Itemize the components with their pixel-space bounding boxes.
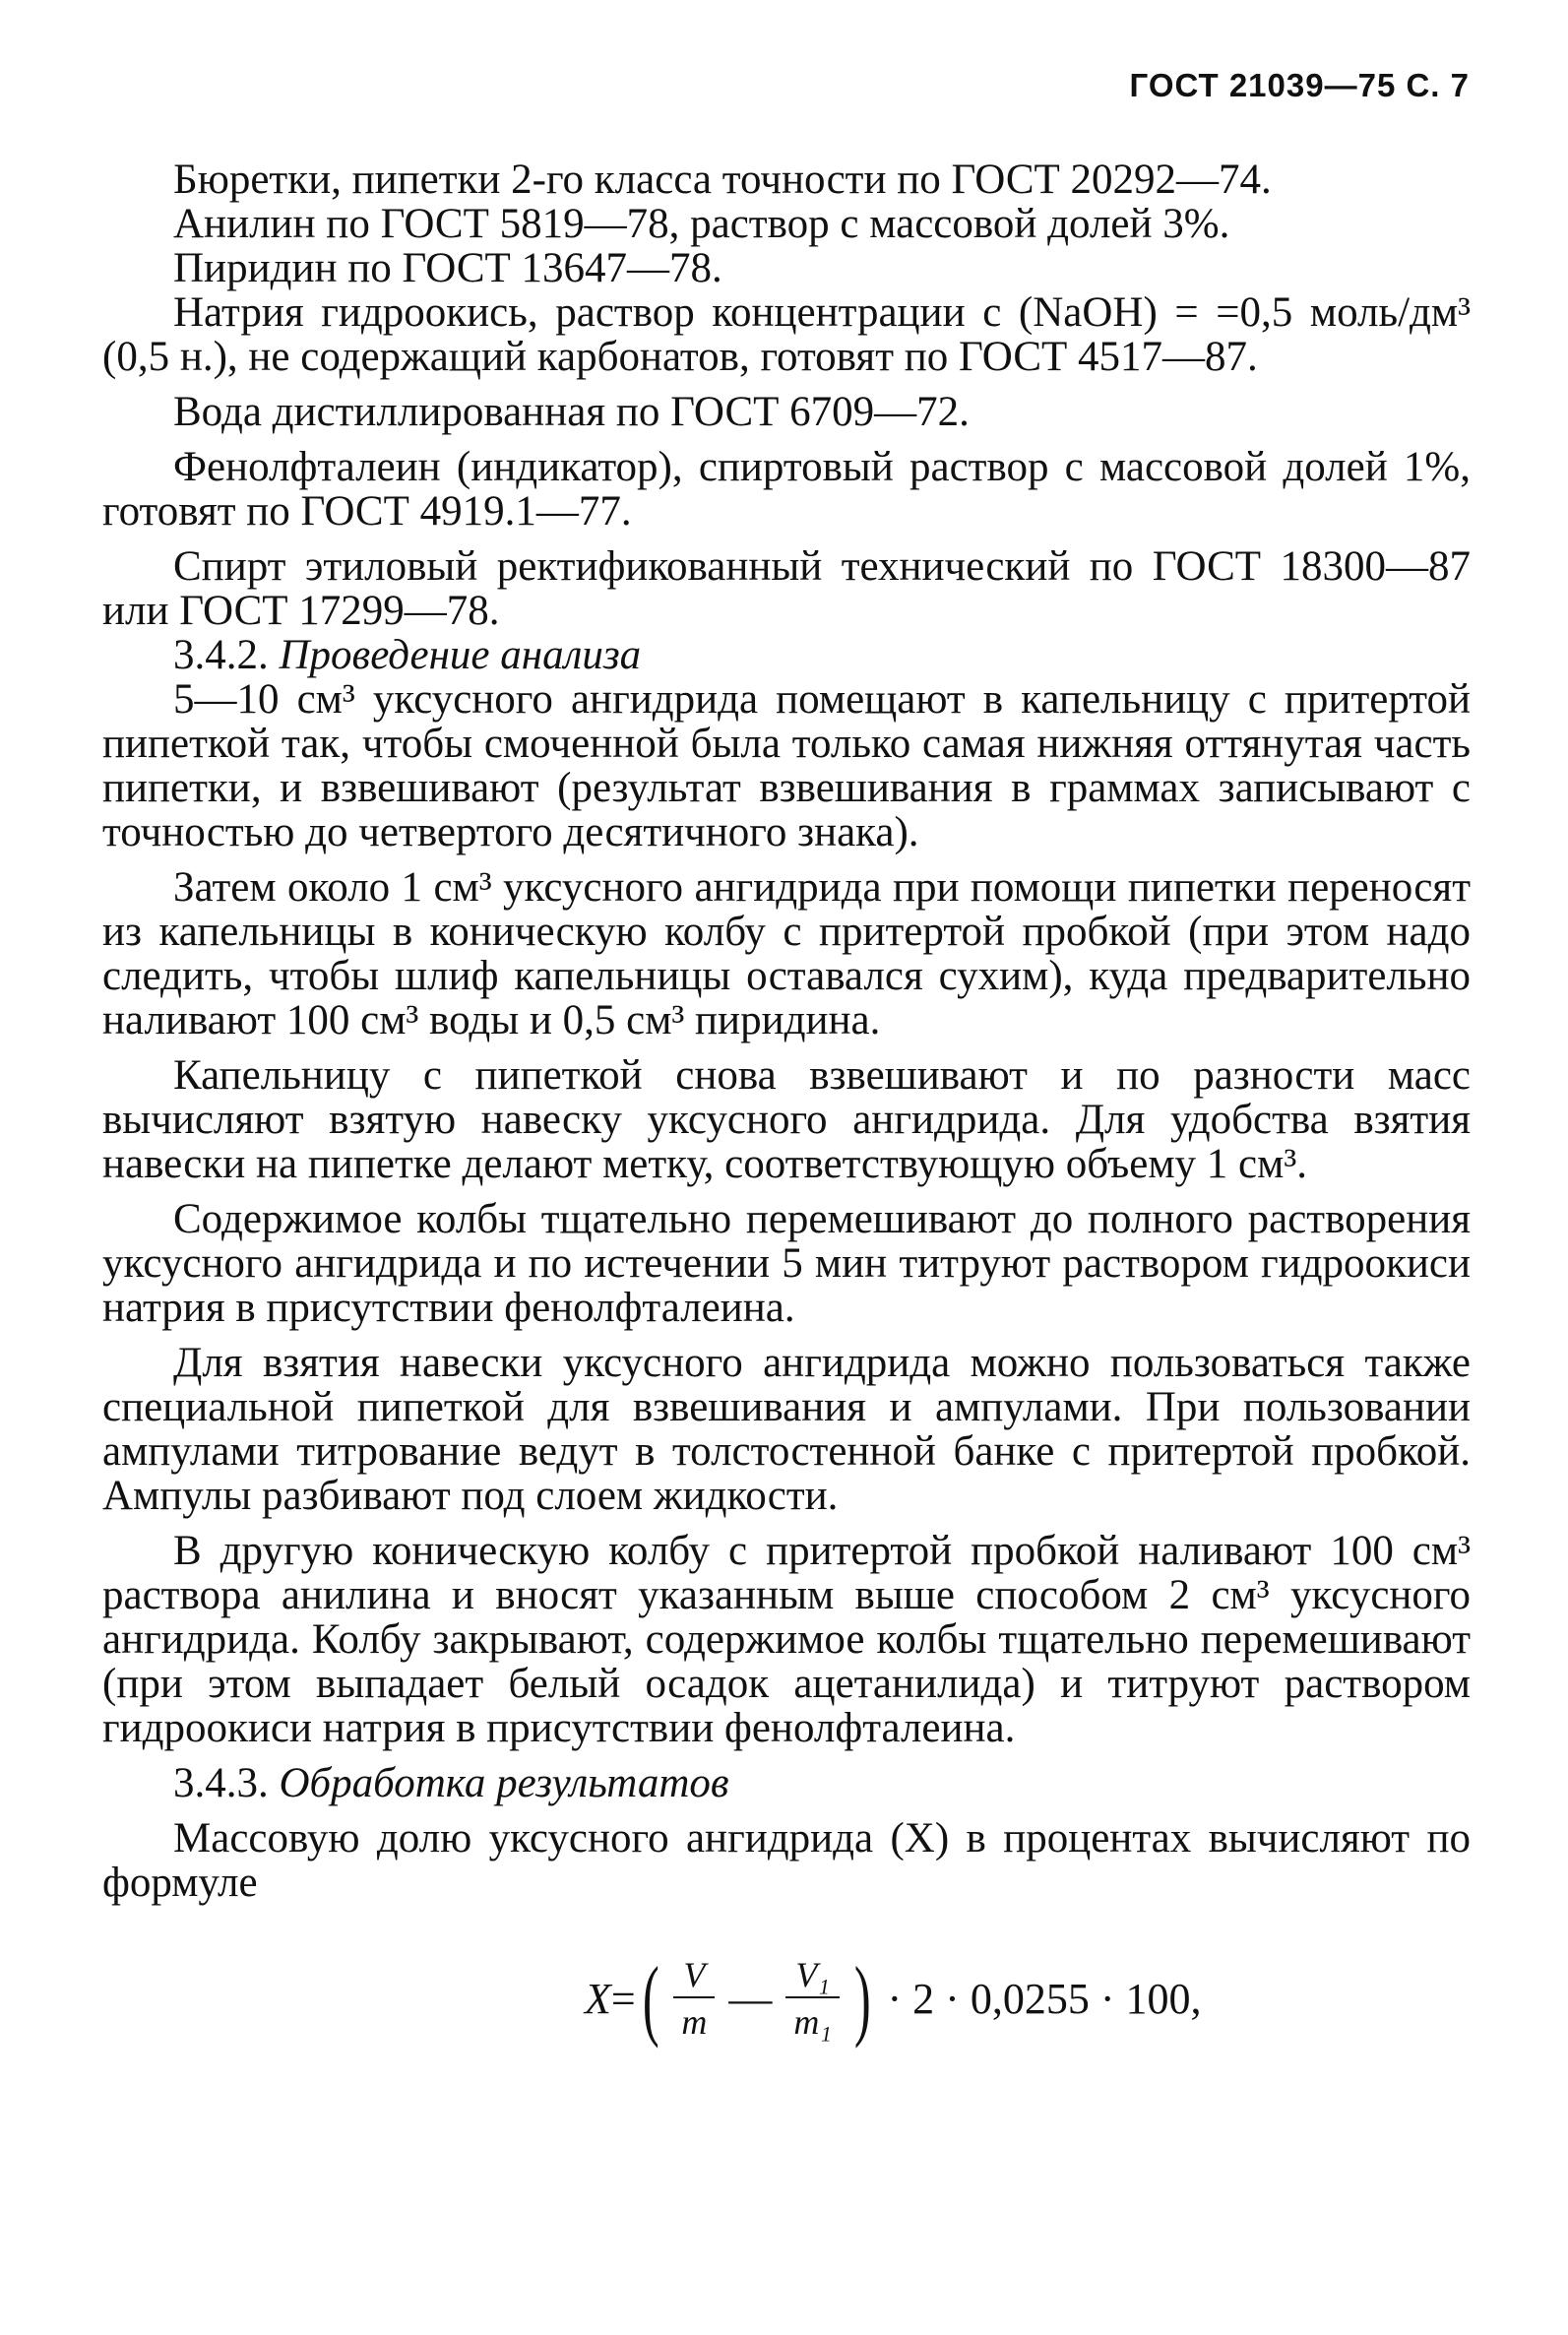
paragraph-second-flask: В другую коническую колбу с притертой пробкой наливают 100 см³ раствора анилина и вносят указанным выше способом 2 см³ уксусного ангидрида. Колбу закрывают, содержимое колбы тщательно перемешивают (при этом выпадает белый осадок ацетанилида) и титруют раствором гидроокиси натрия в присутствии фенолфталеина.: [102, 1528, 1471, 1751]
formula-fraction-1: [673, 1955, 715, 2042]
paragraph-formula-intro: Массовую долю уксусного ангидрида (X) в процентах вычисляют по формуле: [102, 1815, 1471, 1906]
paragraph-sodium-hydroxide: Натрия гидроокись, раствор концентрации c (NaOH) = =0,5 моль/дм³ (0,5 н.), не содержащий карбонатов, готовят по ГОСТ 4517—87.: [102, 289, 1471, 380]
formula-paren-open: (: [642, 1948, 659, 2049]
fraction-numerator: V: [673, 1955, 715, 1998]
paragraph-pyridine: Пиридин по ГОСТ 13647—78.: [173, 245, 722, 291]
section-title: Проведение анализа: [279, 632, 642, 678]
fraction-denominator: m₁: [793, 2002, 832, 2042]
paragraph-ethyl-alcohol: Спирт этиловый ректификованный технический по ГОСТ 18300—87 или ГОСТ 17299—78.: [102, 543, 1471, 634]
section-number: 3.4.2.: [173, 632, 269, 678]
section-number: 3.4.3.: [173, 1760, 269, 1806]
formula-paren-close: ): [853, 1948, 871, 2049]
fraction-denominator: m: [681, 2002, 708, 2042]
fraction-numerator: V₁: [785, 1955, 840, 1998]
formula-equals: =: [610, 1974, 636, 2023]
paragraph-phenolphthalein: Фенолфталеин (индикатор), спиртовый раствор с массовой долей 1%, готовят по ГОСТ 4919.1—77.: [102, 444, 1471, 535]
paragraph-reweigh: Капельницу с пипеткой снова взвешивают и по разности масс вычисляют взятую навеску уксусного ангидрида. Для удобства взятия навески на пипетке делают метку, соответствующую объему 1 см³.: [102, 1052, 1471, 1187]
paragraph-burettes: Бюретки, пипетки 2-го класса точности по ГОСТ 20292—74.: [173, 157, 1272, 203]
formula: [585, 1944, 1471, 2052]
paragraph-titration: Содержимое колбы тщательно перемешивают до полного растворения уксусного ангидрида и по истечении 5 мин титруют раствором гидроокиси натрия в присутствии фенолфталеина.: [102, 1196, 1471, 1331]
section-heading-results: [102, 1761, 1471, 1805]
formula-tail: · 2 · 0,0255 · 100,: [887, 1974, 1202, 2023]
paragraph-distilled-water: Вода дистиллированная по ГОСТ 6709—72.: [173, 389, 970, 435]
paragraph-ampules: Для взятия навески уксусного ангидрида можно пользоваться также специальной пипеткой для взвешивания и ампулами. При пользовании ампулами титрование ведут в толстостенной банке с притертой пробкой. Ампулы разбивают под слоем жидкости.: [102, 1340, 1471, 1519]
paragraph-aniline: Анилин по ГОСТ 5819—78, раствор с массовой долей 3%.: [173, 201, 1230, 247]
section-title: Обработка результатов: [279, 1760, 729, 1806]
section-heading-analysis: [102, 633, 1471, 677]
page-body: [102, 158, 1471, 2052]
formula-lhs: X: [585, 1974, 611, 2023]
paragraph-transfer: Затем около 1 см³ уксусного ангидрида при помощи пипетки переносят из капельницы в коническую колбу с притертой пробкой (при этом надо следить, чтобы шлиф капельницы оставался сухим), куда предварительно наливают 100 см³ воды и 0,5 см³ пиридина.: [102, 864, 1471, 1043]
formula-minus: —: [728, 1974, 773, 2023]
page-header: ГОСТ 21039—75 С. 7: [1129, 67, 1470, 103]
paragraph-weighing: 5—10 см³ уксусного ангидрида помещают в капельницу с притертой пипеткой так, чтобы смоченной была только самая нижняя оттянутая часть пипетки, и взвешивают (результат взвешивания в граммах записывают с точностью до четвертого десятичного знака).: [102, 676, 1471, 855]
formula-fraction-2: [785, 1955, 840, 2042]
